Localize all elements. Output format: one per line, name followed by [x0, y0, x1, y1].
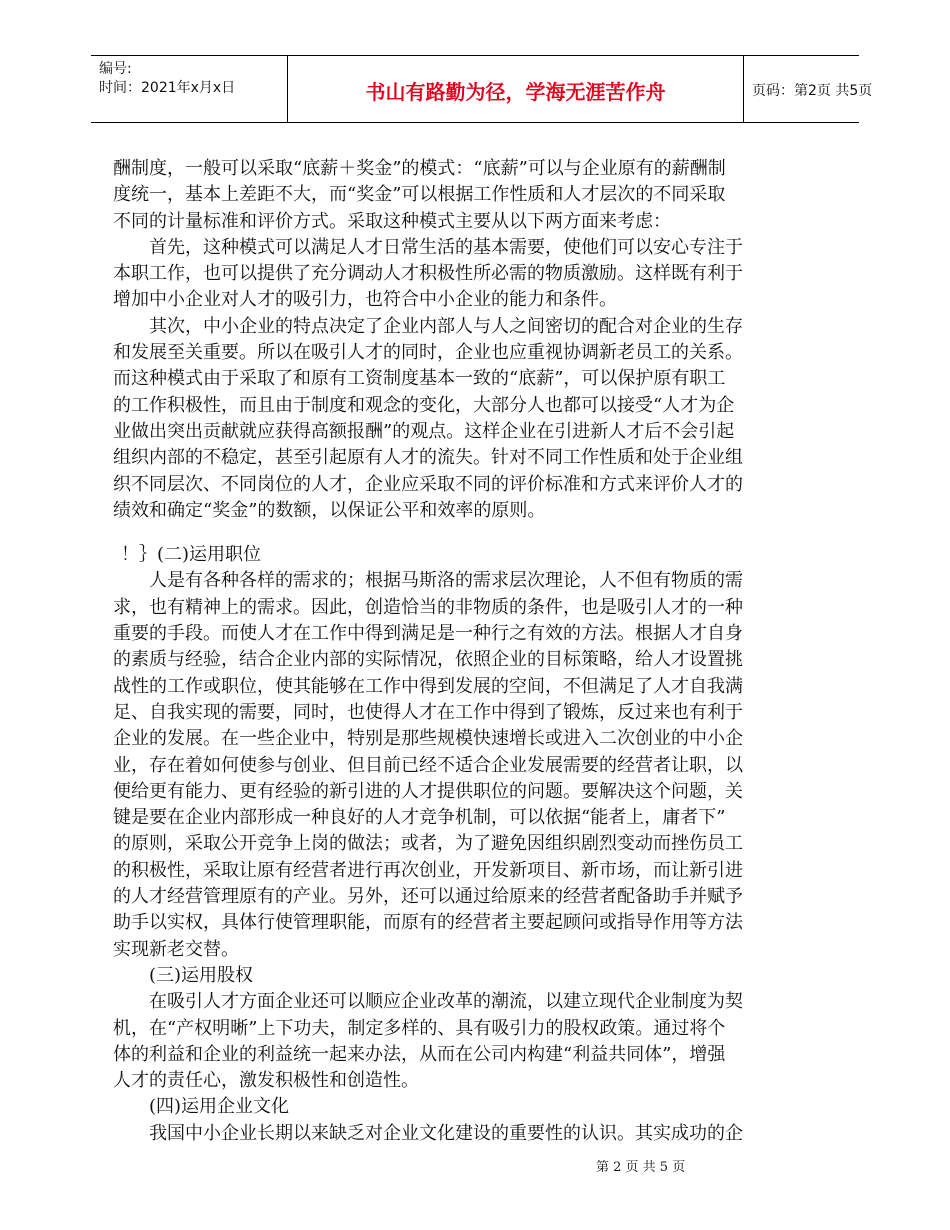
body-line: 体的利益和企业的利益统一起来办法，从而在公司内构建“利益共同体”，增强 — [113, 1043, 726, 1065]
body-line: 酬制度，一般可以采取“底薪＋奖金”的模式：“底薪”可以与企业原有的薪酬制 — [113, 158, 726, 179]
body-line: 不同的计量标准和评价方式。采取这种模式主要从以下两方面来考虑： — [113, 210, 671, 232]
header-motto-cell — [287, 56, 744, 122]
body-line: 的素质与经验，结合企业内部的实际情况，依照企业的目标策略，给人才设置挑 — [113, 649, 743, 671]
body-line: 组织内部的不稳定，甚至引起原有人才的流失。针对不同工作性质和处于企业组 — [113, 447, 743, 469]
body-line: 业做出突出贡献就应获得高额报酬”的观点。这样企业在引进新人才后不会引起 — [113, 420, 735, 442]
body-line: 增加中小企业对人才的吸引力，也符合中小企业的能力和条件。 — [113, 289, 617, 311]
body-line: 的积极性，采取让原有经营者进行再次创业，开发新项目、新市场，而让新引进 — [113, 859, 743, 881]
document-body — [113, 156, 765, 1147]
body-line: 本职工作，也可以提供了充分调动人才积极性所必需的物质激励。这样既有利于 — [113, 263, 743, 285]
body-line: 的原则，采取公开竞争上岗的做法；或者，为了避免因组织剧烈变动而挫伤员工 — [113, 833, 743, 855]
time-label: 时间：2021年x月x日 — [99, 80, 236, 96]
motto: 书山有路勤为径，学海无涯苦作舟 — [365, 80, 666, 104]
body-line: 求，也有精神上的需求。因此，创造恰当的非物质的条件，也是吸引人才的一种 — [113, 596, 743, 618]
body-line: 的人才经营管理原有的产业。另外，还可以通过给原来的经营者配备助手并赋予 — [113, 886, 743, 908]
body-line: 其次，中小企业的特点决定了企业内部人与人之间密切的配合对企业的生存 — [149, 315, 743, 337]
body-line: 首先，这种模式可以满足人才日常生活的基本需要，使他们可以安心专注于 — [149, 236, 743, 258]
body-line: 绩效和确定“奖金”的数额，以保证公平和效率的原则。 — [113, 499, 546, 521]
section-heading: (三)运用股权 — [149, 964, 254, 986]
header-meta-cell — [91, 56, 287, 122]
body-line: 实现新老交替。 — [113, 938, 239, 960]
body-line: 业，存在着如何使参与创业、但目前已经不适合企业发展需要的经营者让职，以 — [113, 754, 743, 776]
serial-label: 编号: — [99, 61, 132, 77]
body-line: 的工作积极性，而且由于制度和观念的变化，大部分人也都可以接受“人才为企 — [113, 394, 735, 416]
body-line: 便给更有能力、更有经验的新引进的人才提供职位的问题。要解决这个问题，关 — [113, 780, 743, 802]
body-line: 助手以实权，具体行使管理职能，而原有的经营者主要起顾问或指导作用等方法 — [113, 912, 743, 934]
section-heading: (四)运用企业文化 — [149, 1096, 290, 1118]
page-info: 页码：第2页 共5页 — [752, 83, 873, 99]
body-line: 企业的发展。在一些企业中，特别是那些规模快速增长或进入二次创业的中小企 — [113, 728, 743, 750]
document-header — [91, 55, 873, 123]
body-line: 键是要在企业内部形成一种良好的人才竞争机制，可以依据“能者上，庸者下” — [113, 807, 726, 829]
body-line: 织不同层次、不同岗位的人才，企业应采取不同的评价标准和方式来评价人才的 — [113, 473, 743, 495]
body-line: 而这种模式由于采取了和原有工资制度基本一致的“底薪”，可以保护原有职工 — [113, 368, 726, 390]
body-line: 足、自我实现的需要，同时，也使得人才在工作中得到了锻炼，反过来也有利于 — [113, 701, 743, 723]
body-line: 机，在“产权明晰”上下功夫，制定多样的、具有吸引力的股权政策。通过将个 — [113, 1017, 726, 1039]
body-line: 战性的工作或职位，使其能够在工作中得到发展的空间，不但满足了人才自我满 — [113, 675, 743, 697]
body-line: 度统一，基本上差距不大，而“奖金”可以根据工作性质和人才层次的不同采取 — [113, 184, 726, 206]
body-line: 人才的责任心，激发积极性和创造性。 — [113, 1070, 419, 1092]
body-line: 和发展至关重要。所以在吸引人才的同时，企业也应重视协调新老员工的关系。 — [113, 342, 743, 364]
body-line: 我国中小企业长期以来缺乏对企业文化建设的重要性的认识。其实成功的企 — [149, 1122, 743, 1144]
header-page-cell — [742, 56, 873, 122]
body-line: 在吸引人才方面企业还可以顺应企业改革的潮流，以建立现代企业制度为契 — [149, 991, 743, 1013]
page-footer: 第 2 页 共 5 页 — [596, 1160, 686, 1175]
paragraph-gap — [113, 524, 765, 542]
section-heading: ！｝(二)运用职位 — [121, 544, 262, 566]
body-line: 人是有各种各样的需求的；根据马斯洛的需求层次理论，人不但有物质的需 — [149, 570, 743, 592]
body-line: 重要的手段。而使人才在工作中得到满足是一种行之有效的方法。根据人才自身 — [113, 623, 743, 645]
